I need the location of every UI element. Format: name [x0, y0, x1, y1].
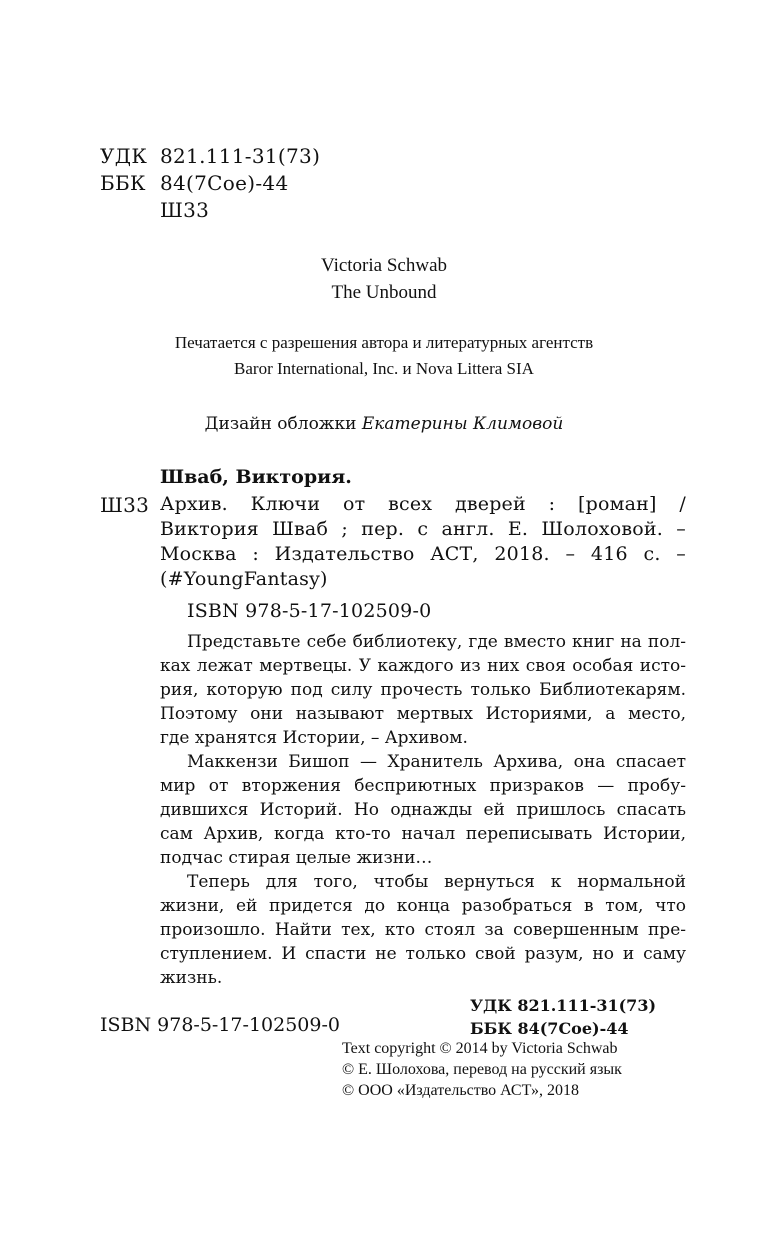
udk-value: 821.111-31(73)	[160, 144, 321, 168]
annotation-line: сам Архив, когда кто-то начал переписывать Истории,	[160, 824, 686, 844]
author-mark: Ш33	[160, 198, 210, 222]
cover-design-prefix: Дизайн обложки	[204, 414, 362, 434]
copyright-line-1: Text copyright © 2014 by Victoria Schwab	[342, 1040, 618, 1057]
original-author: Victoria Schwab	[320, 255, 447, 276]
bbk-label: ББК	[100, 171, 146, 195]
annotation-line: Поэтому они называют мертвых Историями, а место,	[160, 704, 686, 724]
isbn-main: ISBN 978-5-17-102509-0	[100, 1014, 340, 1036]
annotation-line: Представьте себе библиотеку, где вместо книг на пол-	[187, 632, 686, 652]
annotation-line: жизнь.	[160, 968, 223, 988]
index-bbk: ББК 84(7Сое)-44	[470, 1019, 629, 1038]
annotation-line: произошло. Найти тех, кто стоял за совершенным пре-	[160, 920, 686, 940]
annotation-line: ступлением. И спасти не только свой разум, но и саму	[160, 944, 686, 964]
index-udk: УДК 821.111-31(73)	[470, 996, 657, 1015]
copyright-line-2: © Е. Шолохова, перевод на русский язык	[342, 1061, 622, 1078]
annotation-line: Теперь для того, чтобы вернуться к нормальной	[187, 872, 686, 892]
annotation-line: жизни, ей придется до конца разобраться в том, что	[160, 896, 686, 916]
bibliography-line: Архив. Ключи от всех дверей : [роман] /	[160, 493, 686, 515]
bibliography-line: Виктория Шваб ; пер. с англ. Е. Шолоховой. –	[160, 518, 686, 540]
copyright-line-3: © ООО «Издательство АСТ», 2018	[342, 1082, 579, 1099]
bbk-value: 84(7Сое)-44	[160, 171, 289, 195]
author-heading: Шваб, Виктория.	[160, 466, 352, 488]
original-title: The Unbound	[331, 282, 437, 303]
annotation-line: Маккензи Бишоп — Хранитель Архива, она спасает	[187, 752, 686, 772]
cover-design-credit	[0, 414, 768, 434]
annotation-line: мир от вторжения бесприютных призраков — пробу-	[160, 776, 686, 796]
permission-line-2: Baror International, Inc. и Nova Littera SIA	[234, 359, 534, 378]
udk-label: УДК	[100, 144, 148, 168]
annotation-line: подчас стирая целые жизни…	[160, 848, 433, 868]
annotation-line: рия, которую под силу прочесть только Библиотекарям.	[160, 680, 686, 700]
annotation-line: дившихся Историй. Но однажды ей пришлось спасать	[160, 800, 686, 820]
permission-line-1: Печатается с разрешения автора и литературных агентств	[174, 333, 594, 352]
bibliography-mark: Ш33	[100, 493, 150, 517]
bibliography-line: (#YoungFantasy)	[160, 568, 328, 590]
annotation-line: ках лежат мертвецы. У каждого из них своя особая исто-	[160, 656, 686, 676]
bibliography-line: Москва : Издательство АСТ, 2018. – 416 с. –	[160, 543, 686, 565]
cover-designer-name: Екатерины Климовой	[361, 414, 564, 434]
annotation-line: где хранятся Истории, – Архивом.	[160, 728, 468, 748]
bibliography-isbn: ISBN 978-5-17-102509-0	[187, 600, 432, 622]
